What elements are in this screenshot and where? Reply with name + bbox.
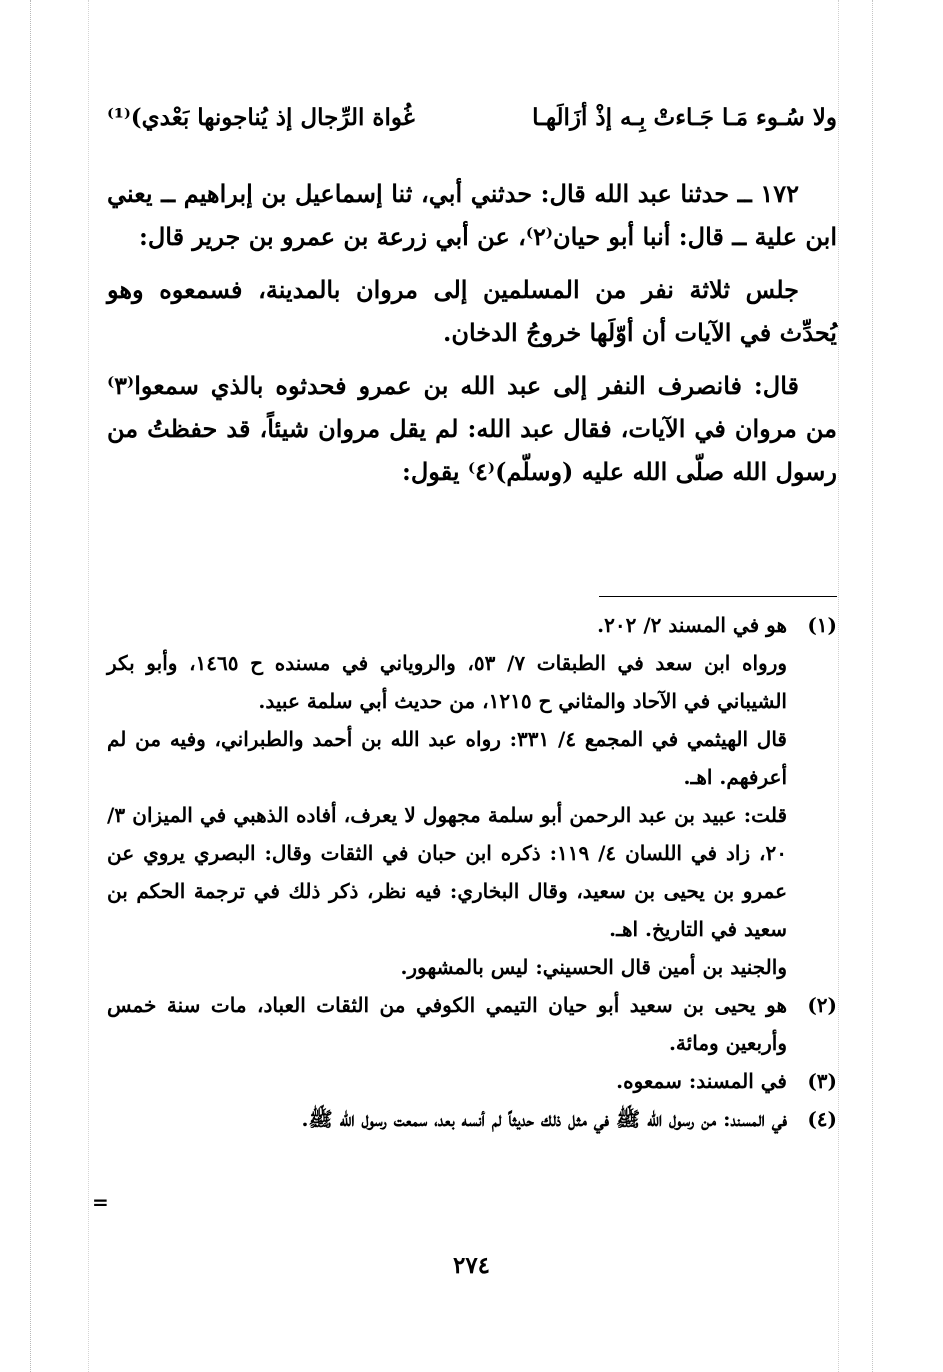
footnote-number: (٢)	[807, 993, 837, 1017]
hadith-paragraph: قال: فانصرف النفر إلى عبد الله بن عمرو فحدثوه بالذي سمعوا⁽٣⁾ من مروان في الآيات، فقال عبد الله: لم يقل مروان شيئاً، قد حفظتُ من رسول الله صلّى الله عليه (وسلّم)⁽٤⁾ يقول:	[107, 371, 838, 486]
footnote	[107, 986, 837, 1062]
footnote-number: (٣)	[807, 1069, 837, 1093]
poem-verse	[107, 98, 837, 148]
hadith-paragraph: جلس ثلاثة نفر من المسلمين إلى مروان بالمدينة، فسمعوه وهو يُحدِّث في الآيات أن أوّلَها خروجُ الدخان.	[107, 275, 837, 347]
footnote-paragraph: في المسند: سمعوه.	[616, 1069, 787, 1093]
scan-edge-line	[88, 0, 89, 1372]
footnote	[107, 1100, 837, 1138]
footnote-paragraph: هو يحيى بن سعيد أبو حيان التيمي الكوفي من الثقات العباد، مات سنة خمس وأربعين ومائة.	[107, 993, 787, 1055]
footnote-paragraph: قال الهيثمي في المجمع ٤/ ٣٣١: رواه عبد الله بن أحمد والطبراني، وفيه من لم أعرفهم. اهـ.	[107, 727, 787, 789]
footnote-divider	[599, 596, 837, 597]
continuation-mark: =	[92, 1190, 109, 1214]
footnote-paragraph: هو في المسند ٢/ ٢٠٢.	[597, 613, 787, 637]
poem-hemistich-right: ولا سُـوء مَـا جَـاءتْ بِـه إذْ أزَالَهـا	[532, 104, 837, 131]
page-number: ٢٧٤	[452, 1252, 491, 1279]
main-text	[107, 172, 837, 503]
footnote-number: (٤)	[807, 1107, 837, 1131]
footnote-paragraph: والجنيد بن أمين قال الحسيني: ليس بالمشهور.	[400, 955, 787, 979]
footnote-paragraph: ورواه ابن سعد في الطبقات ٧/ ٥٣، والروياني في مسنده ح ١٤٦٥، وأبو بكر الشيباني في الآحاد والمثاني ح ١٢١٥، من حديث أبي سلمة عبيد.	[107, 651, 788, 713]
hadith-isnad: ١٧٢ ــ حدثنا عبد الله قال: حدثني أبي، ثنا إسماعيل بن إبراهيم ــ يعني ابن علية ــ قال: أنبا أبو حيان⁽٢⁾، عن أبي زرعة بن عمرو بن جرير قال:	[107, 179, 837, 251]
poem-hemistich-left: غُواة الرِّجال إذ يُناجونها بَعْدي)⁽¹⁾	[107, 104, 415, 131]
scan-edge-line	[838, 0, 839, 1372]
footnote-number: (١)	[807, 613, 837, 637]
scan-edge-line	[30, 0, 31, 1372]
footnote	[107, 606, 837, 986]
footnotes	[107, 606, 837, 1138]
scan-edge-line	[872, 0, 873, 1372]
footnote-paragraph: في المسند: من رسول الله ﷺ في مثل ذلك حديثاً لم أنسه بعد، سمعت رسول الله ﷺ.	[301, 1107, 787, 1131]
footnote-paragraph: قلت: عبيد بن عبد الرحمن أبو سلمة مجهول لا يعرف، أفاده الذهبي في الميزان ٣/ ٢٠، زاد في اللسان ٤/ ١١٩: ذكره ابن حبان في الثقات وقال: البصري يروي عن عمرو بن يحيى بن سعيد، وقال البخاري: فيه نظر، ذكر ذلك في ترجمة الحكم بن سعيد في التاريخ. اهـ.	[107, 803, 787, 941]
footnote	[107, 1062, 837, 1100]
